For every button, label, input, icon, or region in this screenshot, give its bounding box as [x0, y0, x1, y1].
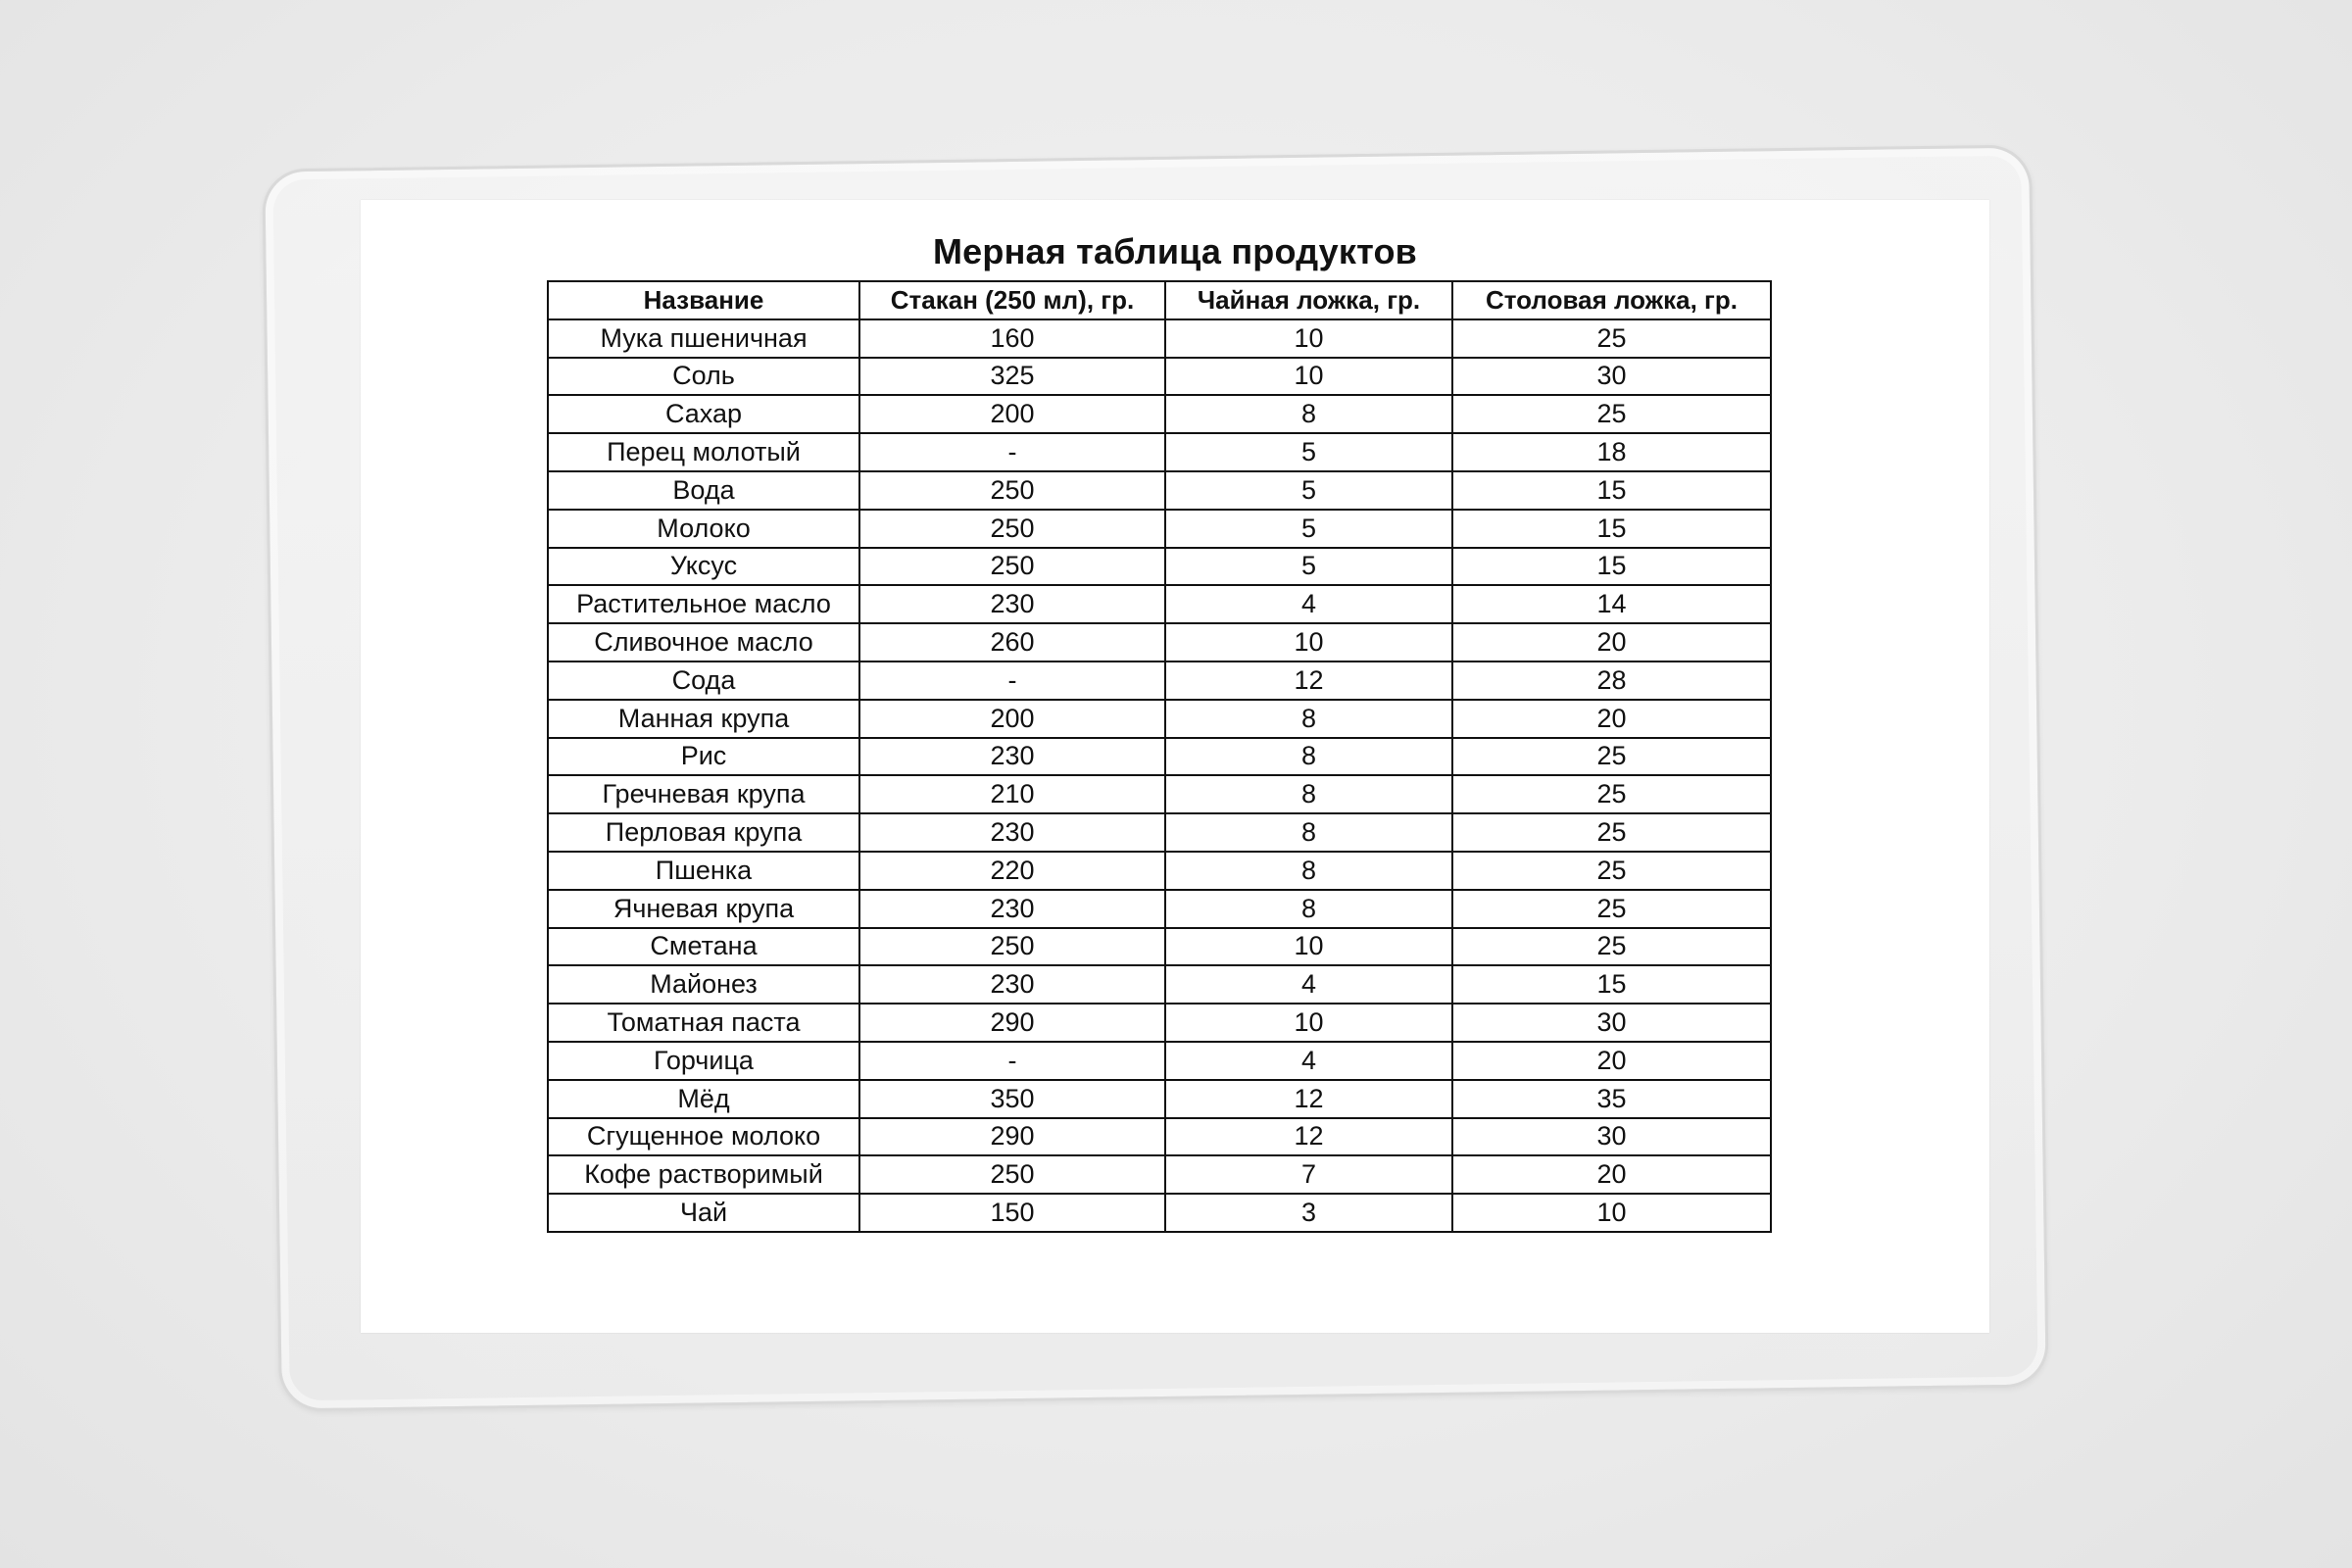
cell-glass: 290	[859, 1004, 1165, 1042]
cell-teaspoon: 8	[1165, 775, 1452, 813]
document-title: Мерная таблица продуктов	[932, 231, 1418, 271]
cell-tablespoon: 15	[1452, 548, 1771, 586]
cell-glass: 230	[859, 965, 1165, 1004]
header-tablespoon: Столовая ложка, гр.	[1452, 281, 1771, 319]
cell-teaspoon: 8	[1165, 852, 1452, 890]
cell-name: Молоко	[548, 510, 859, 548]
table-row	[548, 395, 1771, 433]
table-row	[548, 965, 1771, 1004]
cell-tablespoon: 25	[1452, 395, 1771, 433]
cell-name: Сахар	[548, 395, 859, 433]
cell-teaspoon: 5	[1165, 548, 1452, 586]
cell-glass: 250	[859, 928, 1165, 966]
header-glass: Стакан (250 мл), гр.	[859, 281, 1165, 319]
cell-teaspoon: 10	[1165, 623, 1452, 662]
cell-name: Томатная паста	[548, 1004, 859, 1042]
cell-tablespoon: 20	[1452, 1042, 1771, 1080]
cell-tablespoon: 20	[1452, 700, 1771, 738]
table-row	[548, 700, 1771, 738]
cell-glass: 230	[859, 890, 1165, 928]
cell-tablespoon: 25	[1452, 775, 1771, 813]
table-row	[548, 813, 1771, 852]
cell-teaspoon: 4	[1165, 965, 1452, 1004]
cell-name: Перец молотый	[548, 433, 859, 471]
table-row	[548, 319, 1771, 358]
table-row	[548, 775, 1771, 813]
cell-name: Чай	[548, 1194, 859, 1232]
table-row	[548, 738, 1771, 776]
cell-glass: 325	[859, 358, 1165, 396]
cell-name: Ячневая крупа	[548, 890, 859, 928]
cell-name: Сметана	[548, 928, 859, 966]
cell-tablespoon: 30	[1452, 1118, 1771, 1156]
table-row	[548, 662, 1771, 700]
cell-glass: 200	[859, 395, 1165, 433]
cell-glass: -	[859, 433, 1165, 471]
cell-teaspoon: 10	[1165, 1004, 1452, 1042]
cell-glass: 250	[859, 471, 1165, 510]
cell-tablespoon: 10	[1452, 1194, 1771, 1232]
table-header-row	[548, 281, 1771, 319]
cell-name: Сливочное масло	[548, 623, 859, 662]
table-row	[548, 548, 1771, 586]
cell-tablespoon: 35	[1452, 1080, 1771, 1118]
cell-name: Соль	[548, 358, 859, 396]
cell-tablespoon: 25	[1452, 738, 1771, 776]
cell-tablespoon: 25	[1452, 852, 1771, 890]
table-row	[548, 433, 1771, 471]
cell-teaspoon: 5	[1165, 510, 1452, 548]
cell-name: Пшенка	[548, 852, 859, 890]
cell-name: Сода	[548, 662, 859, 700]
cell-teaspoon: 10	[1165, 928, 1452, 966]
table-row	[548, 852, 1771, 890]
cell-teaspoon: 5	[1165, 471, 1452, 510]
cell-glass: 230	[859, 813, 1165, 852]
cell-teaspoon: 3	[1165, 1194, 1452, 1232]
cell-name: Растительное масло	[548, 585, 859, 623]
cell-tablespoon: 14	[1452, 585, 1771, 623]
cell-teaspoon: 8	[1165, 738, 1452, 776]
header-name: Название	[548, 281, 859, 319]
cell-teaspoon: 7	[1165, 1155, 1452, 1194]
cell-name: Горчица	[548, 1042, 859, 1080]
measurement-table	[547, 280, 1772, 1233]
cell-name: Манная крупа	[548, 700, 859, 738]
cell-teaspoon: 4	[1165, 1042, 1452, 1080]
table-row	[548, 1042, 1771, 1080]
cell-glass: -	[859, 1042, 1165, 1080]
cell-teaspoon: 8	[1165, 395, 1452, 433]
cell-name: Вода	[548, 471, 859, 510]
cell-glass: 230	[859, 738, 1165, 776]
cell-tablespoon: 30	[1452, 358, 1771, 396]
cell-glass: 150	[859, 1194, 1165, 1232]
cell-glass: 200	[859, 700, 1165, 738]
cell-tablespoon: 20	[1452, 623, 1771, 662]
cell-teaspoon: 12	[1165, 1118, 1452, 1156]
cell-glass: -	[859, 662, 1165, 700]
cell-tablespoon: 15	[1452, 510, 1771, 548]
cell-name: Майонез	[548, 965, 859, 1004]
cell-name: Гречневая крупа	[548, 775, 859, 813]
cell-teaspoon: 10	[1165, 319, 1452, 358]
measurement-card	[361, 200, 1989, 1333]
cell-name: Уксус	[548, 548, 859, 586]
cell-tablespoon: 25	[1452, 319, 1771, 358]
cell-teaspoon: 12	[1165, 1080, 1452, 1118]
table-row	[548, 510, 1771, 548]
cell-glass: 160	[859, 319, 1165, 358]
cell-tablespoon: 15	[1452, 471, 1771, 510]
cell-name: Сгущенное молоко	[548, 1118, 859, 1156]
cell-name: Рис	[548, 738, 859, 776]
table-row	[548, 928, 1771, 966]
cell-glass: 260	[859, 623, 1165, 662]
cell-tablespoon: 15	[1452, 965, 1771, 1004]
cell-glass: 250	[859, 1155, 1165, 1194]
cell-teaspoon: 8	[1165, 890, 1452, 928]
cell-name: Мёд	[548, 1080, 859, 1118]
cell-glass: 290	[859, 1118, 1165, 1156]
table-row	[548, 585, 1771, 623]
cell-glass: 230	[859, 585, 1165, 623]
cell-teaspoon: 4	[1165, 585, 1452, 623]
cell-teaspoon: 10	[1165, 358, 1452, 396]
table-row	[548, 1080, 1771, 1118]
table-row	[548, 623, 1771, 662]
cell-glass: 250	[859, 510, 1165, 548]
cell-tablespoon: 18	[1452, 433, 1771, 471]
cell-tablespoon: 25	[1452, 813, 1771, 852]
cell-name: Мука пшеничная	[548, 319, 859, 358]
table-row	[548, 471, 1771, 510]
table-row	[548, 1194, 1771, 1232]
cell-tablespoon: 25	[1452, 890, 1771, 928]
cell-glass: 350	[859, 1080, 1165, 1118]
table-row	[548, 1118, 1771, 1156]
cell-teaspoon: 5	[1165, 433, 1452, 471]
table-row	[548, 1155, 1771, 1194]
cell-teaspoon: 12	[1165, 662, 1452, 700]
table-row	[548, 358, 1771, 396]
cell-teaspoon: 8	[1165, 700, 1452, 738]
cell-name: Перловая крупа	[548, 813, 859, 852]
cell-glass: 210	[859, 775, 1165, 813]
table-body	[548, 319, 1771, 1232]
cell-name: Кофе растворимый	[548, 1155, 859, 1194]
cell-glass: 220	[859, 852, 1165, 890]
table-row	[548, 1004, 1771, 1042]
cell-tablespoon: 28	[1452, 662, 1771, 700]
header-teaspoon: Чайная ложка, гр.	[1165, 281, 1452, 319]
table-row	[548, 890, 1771, 928]
cell-tablespoon: 20	[1452, 1155, 1771, 1194]
cell-tablespoon: 30	[1452, 1004, 1771, 1042]
cell-teaspoon: 8	[1165, 813, 1452, 852]
cell-tablespoon: 25	[1452, 928, 1771, 966]
cell-glass: 250	[859, 548, 1165, 586]
